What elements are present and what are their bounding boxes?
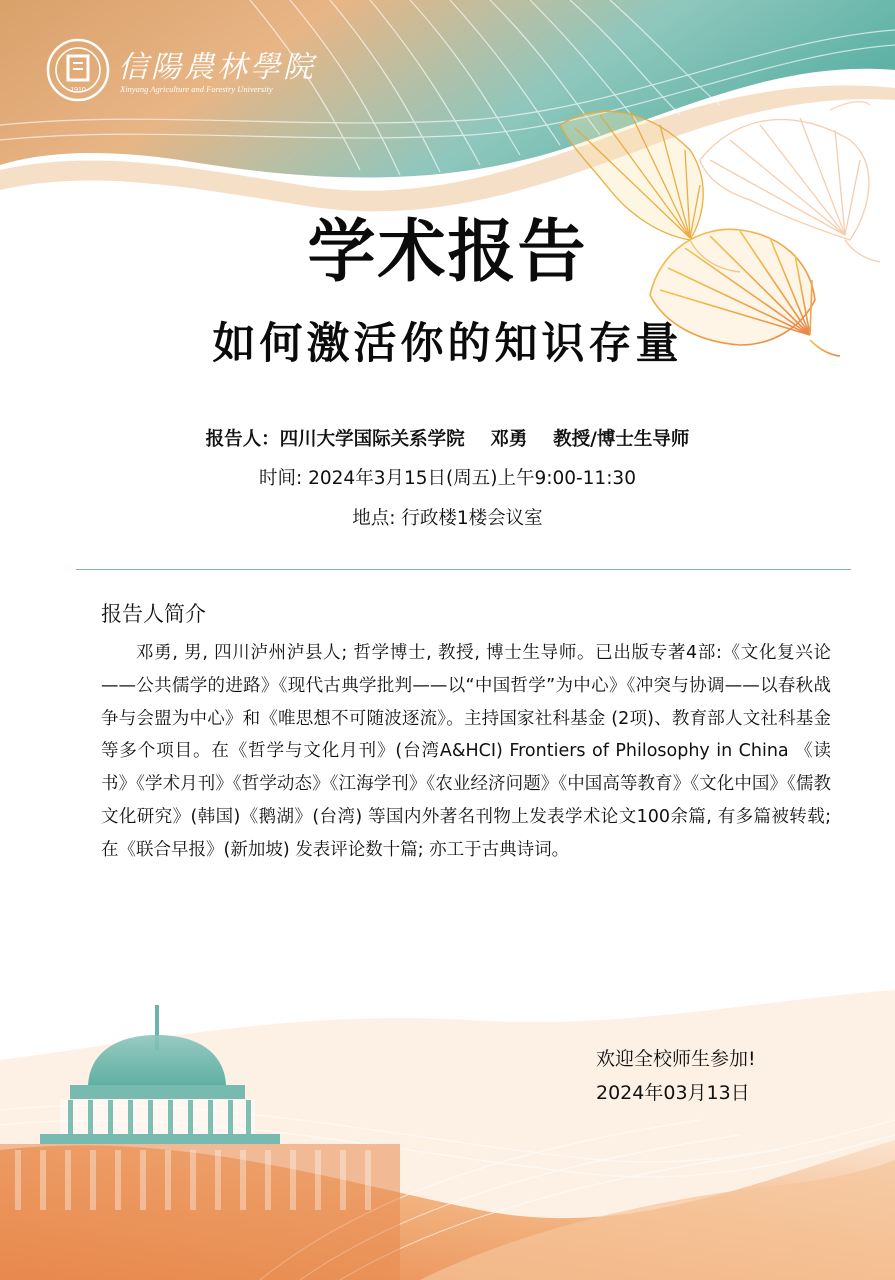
welcome-text: 欢迎全校师生参加! [596, 1048, 756, 1070]
poster-title: 学术报告 [307, 213, 588, 292]
poster-subtitle: 如何激活你的知识存量 [212, 319, 683, 369]
speaker-line: 报告人：四川大学国际关系学院 邓勇 教授/博士生导师 [205, 429, 690, 450]
logo-english-name: Xinyang Agriculture and Forestry University [120, 84, 273, 94]
logo-year: 1910 [70, 87, 86, 94]
logo-chinese-name: 信陽農林學院 [118, 50, 316, 85]
university-logo [46, 38, 316, 108]
bio-heading: 报告人简介 [101, 602, 206, 626]
university-seal-icon [46, 38, 110, 102]
place-line: 地点: 行政楼1楼会议室 [352, 508, 543, 529]
time-line: 时间: 2024年3月15日(周五)上午9:00-11:30 [259, 468, 636, 489]
bio-text: 邓勇, 男, 四川泸州泸县人; 哲学博士, 教授, 博士生导师。已出版专著4部:《文化复兴论——公共儒学的进路》《现代古典学批判——以“中国哲学”为中心》《冲突与协调——以春秋战争与会盟为中心》和《唯思想不可随波逐流》。主持国家社科基金 (2项)、教育部人文社科基金等多个项目。在《哲学与文化月刊》(台湾A&HCI) Frontiers of Philosophy in China 《读书》《学术月刊》《哲学动态》《江海学刊》《农业经济问题》《中国高等教育》《文化中国》《儒教文化研究》(韩国)《鹅湖》(台湾) 等国内外著名刊物上发表学术论文100余篇, 有多篇被转载; 在《联合早报》(新加坡) 发表评论数十篇; 亦工于古典诗词。 [101, 643, 831, 860]
issue-date: 2024年03月13日 [596, 1082, 750, 1104]
divider [76, 569, 851, 570]
